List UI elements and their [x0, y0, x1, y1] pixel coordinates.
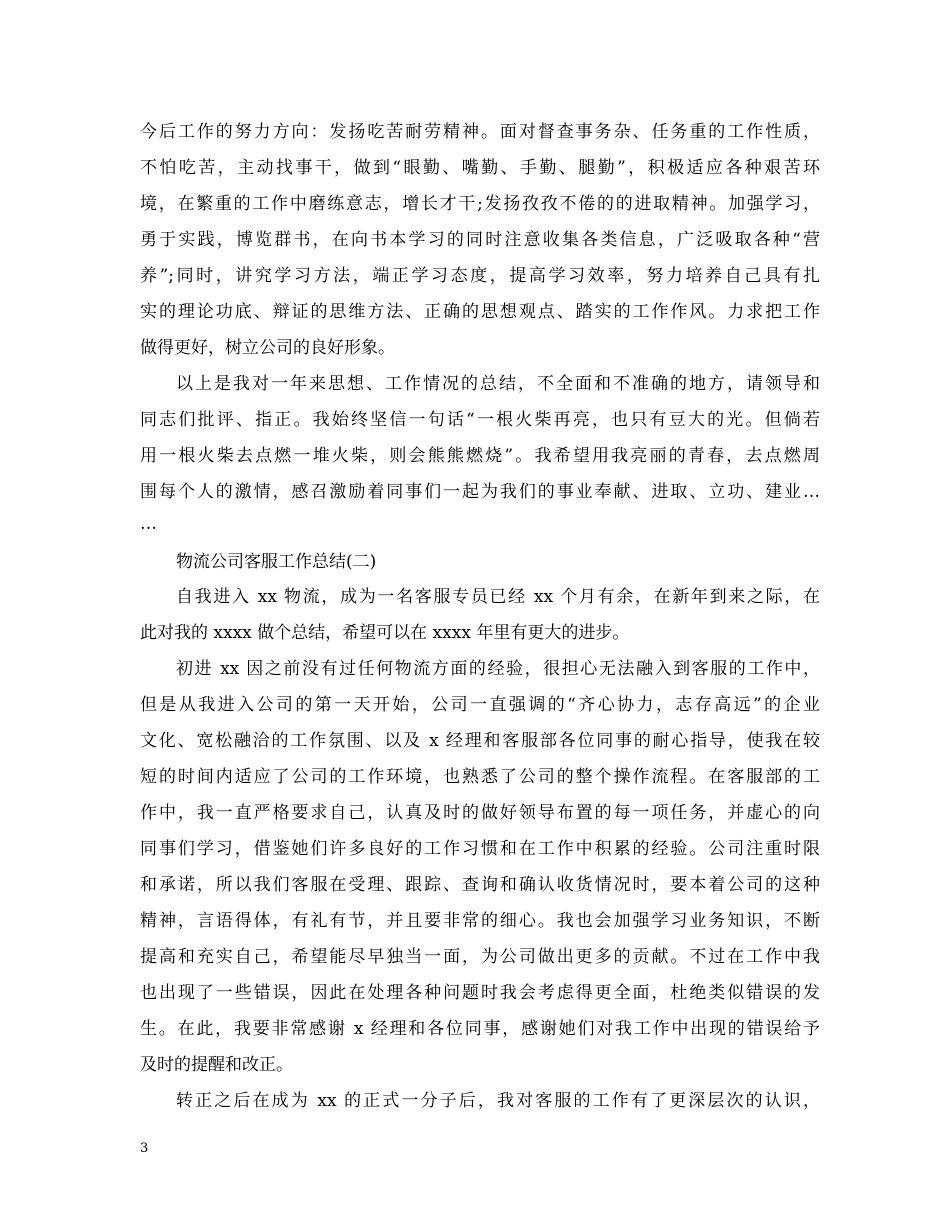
text-line: 也出现了一些错误，因此在处理各种问题时我会考虑得更全面，杜绝类似错误的发 — [140, 983, 820, 1003]
paragraph-first-line: 以上是我对一年来思想、工作情况的总结，不全面和不准确的地方，请领导和 — [176, 374, 820, 394]
paragraph-first-line: 转正之后在成为 xx 的正式一分子后，我对客服的工作有了更深层次的认识， — [176, 1091, 820, 1111]
text-line: 实的理论功底、辩证的思维方法、正确的思想观点、踏实的工作作风。力求把工作 — [140, 302, 820, 322]
text-line: 及时的提醒和改正。 — [140, 1055, 293, 1075]
text-line: 境，在繁重的工作中磨练意志，增长才干;发扬孜孜不倦的的进取精神。加强学习， — [140, 194, 820, 214]
text-line: 做得更好，树立公司的良好形象。 — [140, 338, 395, 358]
text-line: 和承诺，所以我们客服在受理、跟踪、查询和确认收货情况时，要本着公司的这种 — [140, 875, 820, 895]
text-line: 不怕吃苦，主动找事干，做到“眼勤、嘴勤、手勤、腿勤”，积极适应各种艰苦环 — [140, 158, 820, 178]
text-line: 精神，言语得体，有礼有节，并且要非常的细心。我也会加强学习业务知识，不断 — [140, 911, 820, 931]
text-line: 勇于实践，博览群书，在向书本学习的同时注意收集各类信息，广泛吸取各种“营 — [140, 230, 820, 250]
text-line: 用一根火柴去点燃一堆火柴，则会熊熊燃烧”。我希望用我亮丽的青春，去点燃周 — [140, 446, 820, 466]
text-line: 此对我的 xxxx 做个总结，希望可以在 xxxx 年里有更大的进步。 — [140, 623, 630, 643]
text-line: 养”;同时，讲究学习方法，端正学习态度，提高学习效率，努力培养自己具有扎 — [140, 266, 820, 286]
text-line: 今后工作的努力方向：发扬吃苦耐劳精神。面对督查事务杂、任务重的工作性质， — [140, 122, 820, 142]
paragraph-first-line: 自我进入 xx 物流，成为一名客服专员已经 xx 个月有余，在新年到来之际，在 — [176, 587, 820, 607]
text-line: 提高和充实自己，希望能尽早独当一面，为公司做出更多的贡献。不过在工作中我 — [140, 947, 820, 967]
paragraph-first-line: 初进 xx 因之前没有过任何物流方面的经验，很担心无法融入到客服的工作中， — [176, 659, 820, 679]
text-line: 作中，我一直严格要求自己，认真及时的做好领导布置的每一项任务，并虚心的向 — [140, 803, 820, 823]
text-line: 同志们批评、指正。我始终坚信一句话“一根火柴再亮，也只有豆大的光。但倘若 — [140, 410, 820, 430]
text-line: 生。在此，我要非常感谢 x 经理和各位同事，感谢她们对我工作中出现的错误给予 — [140, 1019, 820, 1039]
text-line: 短的时间内适应了公司的工作环境，也熟悉了公司的整个操作流程。在客服部的工 — [140, 767, 820, 787]
text-line: 但是从我进入公司的第一天开始，公司一直强调的“齐心协力，志存高远”的企业 — [140, 695, 820, 715]
text-line: 文化、宽松融洽的工作氛围、以及 x 经理和客服部各位同事的耐心指导，使我在较 — [140, 731, 820, 751]
text-line: 围每个人的激情，感召激励着同事们一起为我们的事业奉献、进取、立功、建业… — [140, 482, 820, 502]
section-heading: 物流公司客服工作总结(二) — [176, 552, 377, 572]
page-number: 3 — [140, 1141, 149, 1156]
text-line: 同事们学习，借鉴她们许多良好的工作习惯和在工作中积累的经验。公司注重时限 — [140, 839, 820, 859]
text-line: … — [140, 514, 157, 534]
